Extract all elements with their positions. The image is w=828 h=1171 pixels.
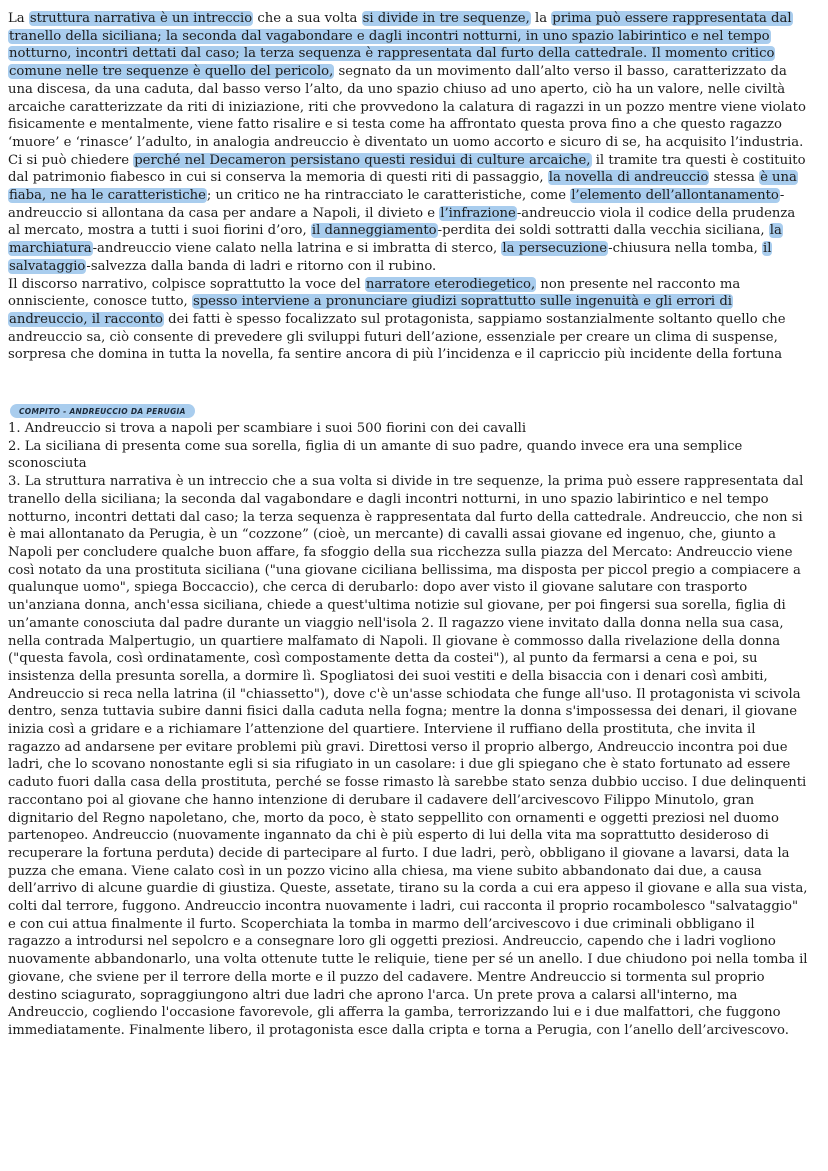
highlighted-text: il danneggiamento [311,223,437,239]
text-run: la [530,11,552,26]
highlighted-text: struttura narrativa è un intreccio [29,11,253,26]
highlighted-text: la novella di andreuccio [548,170,709,186]
text-run: -perdita dei soldi sottratti dalla vecchia siciliana, [437,223,769,239]
highlighted-text: prima può essere rappresentata dal tranello della siciliana; la seconda dal vagabondare e dagli incontri notturni, in uno spazio labirintico e nel tempo notturno, incontri dettati dal caso; la terza sequenza è rappresentata dal furto della cattedrale. Il momento critico comune nelle tre sequenze è quello del pericolo, [9,11,792,80]
highlighted-text: la marchiatura [9,223,782,257]
text-run: segnato da un movimento dall’alto verso il basso, caratterizzato da una discesa, da una caduta, dal basso verso l’alto, da uno spazio chiuso ad uno aperto, ciò ha un valore, nelle civiltà arcaiche caratterizzate da riti di iniziazione, riti che provvedono la calatura di ragazzi in un pozzo mentre viene violato fisicamente e mentalmente, viene fatto risalire e si testa come ha affrontato questa prova fino a che questo ragazzo ‘muore’ e ‘rinasce’ l’adulto, in analogia andreuccio è diventato un uomo accorto e sicuro di se, ha acquisito l’industria. [8,64,806,150]
highlighted-text: è una fiaba, ne ha le caratteristiche [9,170,797,204]
intro-paragraph [8,10,808,364]
highlighted-text: spesso interviene a pronunciare giudizi soprattutto sulle ingenuità e gli errori di andreuccio, il racconto [9,294,732,327]
text-run: ; un critico ne ha rintracciato le caratteristiche, come [206,188,571,204]
text-run: stessa [709,170,760,186]
text-run: dei fatti è spesso focalizzato sul protagonista, sappiamo sostanzialmente soltanto quello che andreuccio sa, ciò consente di prevedere gli sviluppi futuri dell’azione, essenziale per creare un clima di suspense, sorpresa che domina in tutta la novella, fa sentire ancora di più l’incidenza e il capriccio più incidente della fortuna [8,311,786,363]
answer-item-3: 3. La struttura narrativa è un intreccio che a sua volta si divide in tre sequenze, la prima può essere rappresentata dal tranello della siciliana; la seconda dal vagabondare e dagli incontri notturni, in uno spazio labirintico e nel tempo notturno, incontri dettati dal caso; la terza sequenza è rappresentata dal furto della cattedrale. Andreuccio, che non si è mai allontanato da Perugia, è un “cozzone” (cioè, un mercante) di cavalli assai giovane ed ingenuo, che, giunto a Napoli per concludere qualche buon affare, fa sfoggio della sua ricchezza sulla piazza del Mercato: Andreuccio viene così notato da una prostituta siciliana ("una giovane ciciliana bellissima, ma disposta per piccol pregio a compiacere a qualunque uomo", spiega Boccaccio), che cerca di derubarlo: dopo aver visto il giovane salutare con trasporto un'anziana donna, anch'essa siciliana, chiede a quest'ultima notizie sul giovane, per poi fingersi sua sorella, figlia di un’amante conosciuta dal padre durante un viaggio nell'isola 2. Il ragazzo viene invitato dalla donna nella sua casa, nella contrada Malpertugio, un quartiere malfamato di Napoli. Il giovane è commosso dalla rivelazione della donna ("questa favola, così ordinatamente, così compostamente detta da costei"), al punto da fermarsi a cena e poi, su insistenza della presunta sorella, a dormire lì. Spogliatosi dei suoi vestiti e della bisaccia con i denari così ambiti, Andreuccio si reca nella latrina (il "chiassetto"), dove c'è un'asse schiodata che funge all'uso. Il protagonista vi scivola dentro, senza tuttavia subire danni fisici dalla caduta nella fogna; mentre la donna s'impossessa dei denari, il giovane inizia così a gridare e a richiamare l’attenzione del quartiere. Interviene il ruffiano della prostituta, che invita il ragazzo ad andarsene per evitare problemi più gravi. Direttosi verso il proprio albergo, Andreuccio incontra poi due ladri, che lo scovano nonostante egli si sia rifugiato in un casolare: i due gli spiegano che è stato fortunato ad essere caduto fuori dalla casa della prostituta, perché se fosse rimasto là sarebbe stato senza dubbio ucciso. I due delinquenti raccontano poi al giovane che hanno intenzione di derubare il cadavere dell’arcivescovo Filippo Minutolo, gran dignitario del Regno napoletano, che, morto da poco, è stato seppellito con ornamenti e oggetti preziosi nel duomo partenopeo. Andreuccio (nuovamente ingannato da chi è più esperto di lui della vita ma soprattutto desideroso di recuperare la fortuna perduta) decide di partecipare al furto. I due ladri, però, obbligano il giovane a lavarsi, data la puzza che emana. Viene calato così in un pozzo vicino alla chiesa, ma viene subito abbandonato dai due, a causa dell’arrivo di alcune guardie di giustiza. Queste, assetate, tirano su la corda a cui era appeso il giovane e alla sua vista, colti dal terrore, fuggono. Andreuccio incontra nuovamente i ladri, cui racconta il proprio rocambolesco "salvataggio" e con cui attua finalmente il furto. Scoperchiata la tomba in marmo dell’arcivescovo i due criminali obbligano il ragazzo a introdursi nel sepolcro e a consegnare loro gli oggetti preziosi. Andreuccio, capendo che i ladri vogliono nuovamente abbandonarlo, una volta ottenute tutte le reliquie, tiene per sé un anello. I due chiudono poi nella tomba il giovane, che sviene per il terrore della morte e il puzzo del cadavere. Mentre Andreuccio si tormenta sul proprio destino sciagurato, sopraggiungono altri due ladri che aprono l'arca. Un prete prova a calarsi all'interno, ma Andreuccio, cogliendo l'occasione favorevole, gli afferra la gamba, terrorizzando lui e i due malfattori, che fuggono immediatamente. Finalmente libero, il protagonista esce dalla cripta e torna a Perugia, con l’anello dell’arcivescovo. [8,474,808,1038]
highlighted-text: perché nel Decameron persistano questi residui di culture arcaiche, [134,152,591,168]
highlighted-text: la persecuzione [502,241,608,257]
text-run: -chiusura nella tomba, [608,241,762,257]
highlighted-text: si divide in tre sequenze, [362,11,530,26]
text-run: -salvezza dalla banda di ladri e ritorno con il rubino. [86,258,437,274]
text-run: non presente nel racconto ma onnisciente, conosce tutto, [8,276,741,310]
text-run: La [8,11,29,26]
highlighted-text: narratore eterodiegetico, [365,276,536,292]
answer-list [8,420,808,1040]
highlighted-text: l’elemento dell’allontanamento [571,188,779,204]
text-run: -andreuccio viene calato nella latrina e si imbratta di sterco, [92,241,502,257]
text-run: il tramite tra questi è costituito dal patrimonio fiabesco in cui si conserva la memoria di questi riti di passaggio, [8,152,806,186]
answer-item-1: 1. Andreuccio si trova a napoli per scambiare i suoi 500 fiorini con dei cavalli [8,421,527,437]
assignment-tag: COMPITO - ANDREUCCIO DA PERUGIA [10,404,195,418]
answer-item-2: 2. La siciliana di presenta come sua sorella, figlia di un amante di suo padre, quando invece era una semplice sconosciuta [8,438,743,472]
text-run: -andreuccio si allontana da casa per andare a Napoli, il divieto e [8,188,785,221]
highlighted-text: l’infrazione [440,205,516,221]
highlighted-text: il salvataggio [9,241,772,274]
text-run: che a sua volta [253,11,362,26]
text-run: Il discorso narrativo, colpisce soprattutto la voce del [8,276,365,292]
document-page [8,10,808,1040]
text-run: -andreuccio viola il codice della prudenza al mercato, mostra a tutti i suoi fiorini d’oro, [8,205,796,239]
text-run: Ci si può chiedere [8,152,134,168]
